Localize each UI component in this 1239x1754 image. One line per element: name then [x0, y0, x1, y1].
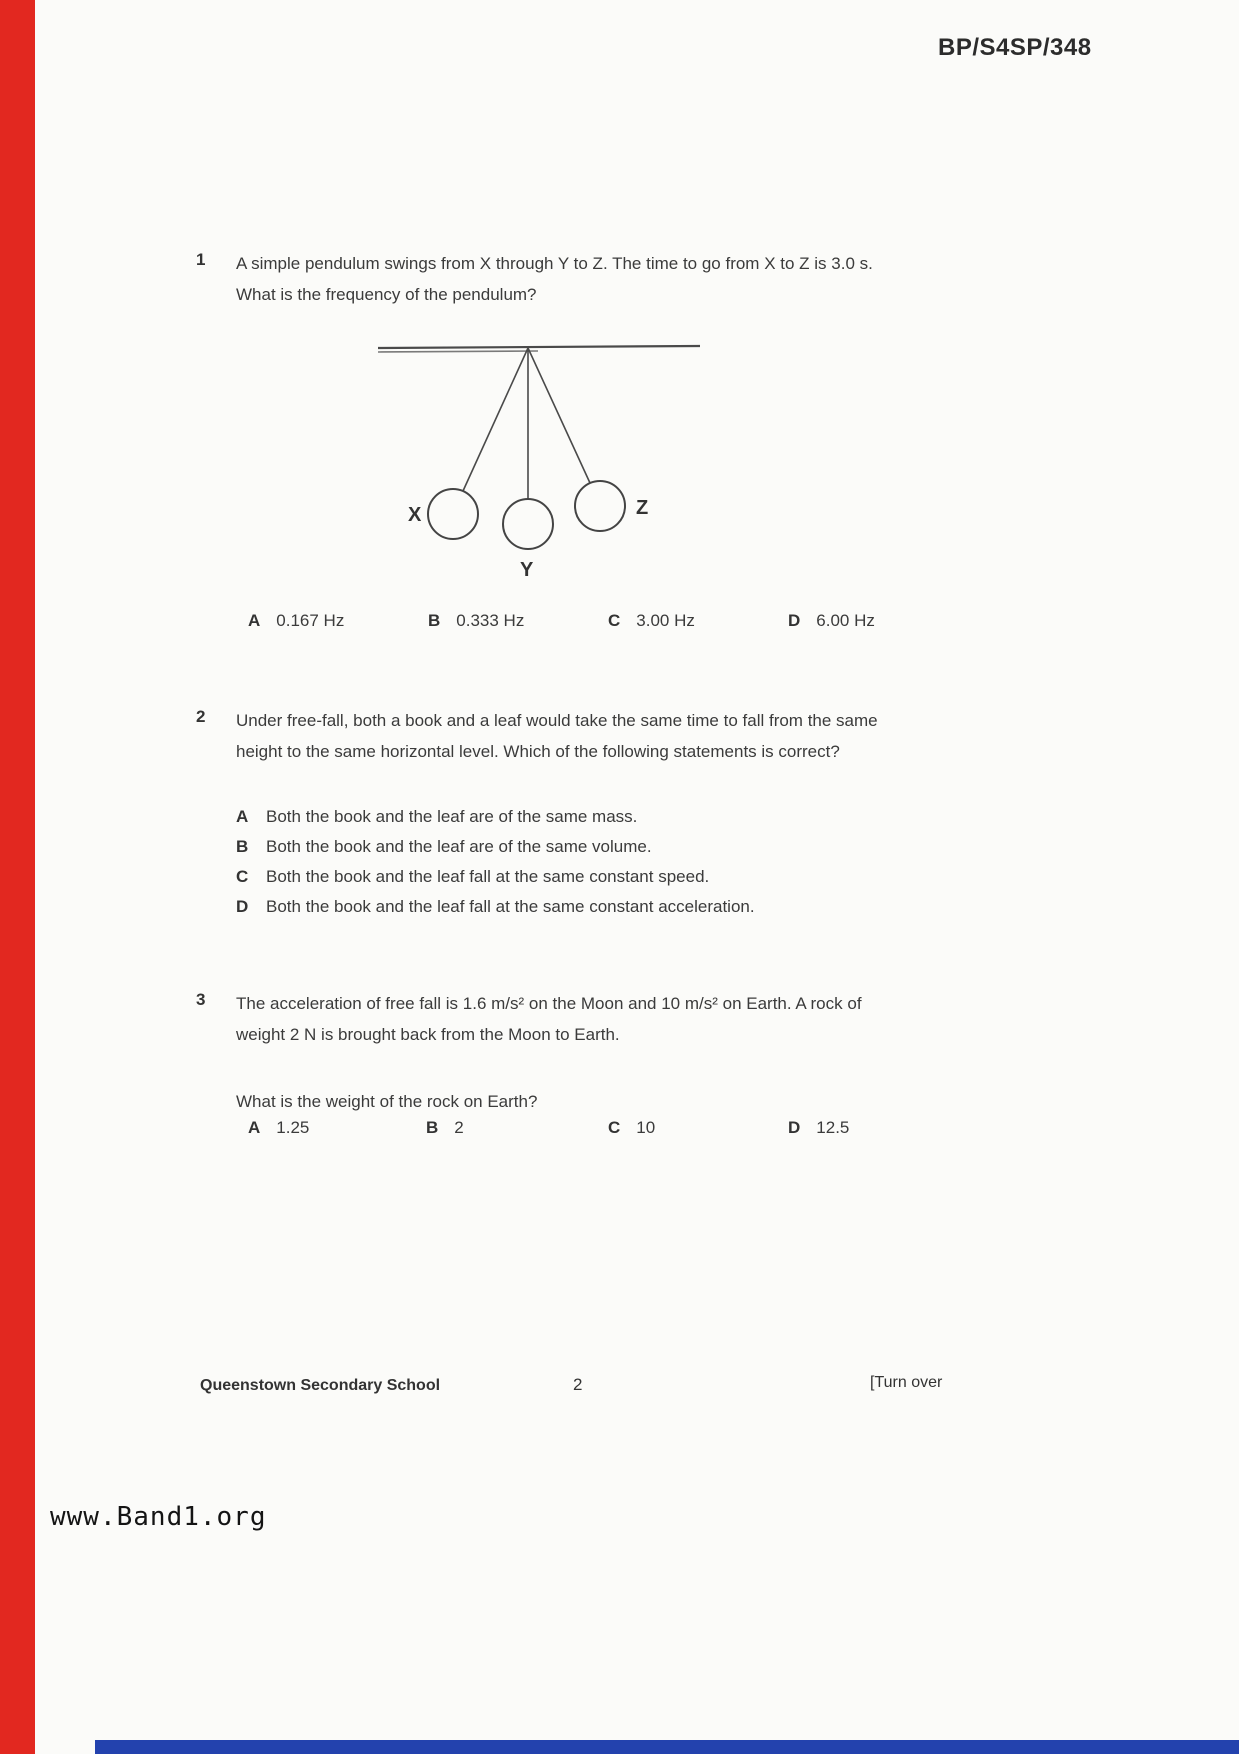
- choice-letter: B: [428, 611, 441, 630]
- pendulum-bob-x: [428, 489, 478, 539]
- q2-option-b: [236, 832, 956, 862]
- pendulum-bob-z: [575, 481, 625, 531]
- q1-choice-c: [608, 611, 695, 631]
- option-letter: D: [236, 897, 249, 916]
- question-2-options: [236, 802, 956, 922]
- choice-letter: D: [788, 1118, 801, 1137]
- q3-choice-c: [608, 1118, 655, 1138]
- q2-option-a: [236, 802, 956, 832]
- q2-option-d: [236, 892, 956, 922]
- choice-letter: B: [426, 1118, 439, 1137]
- watermark-url: www.Band1.org: [50, 1502, 267, 1532]
- option-text: Both the book and the leaf are of the same mass.: [266, 807, 638, 826]
- choice-text: 12.5: [816, 1118, 850, 1137]
- question-3-line-1: The acceleration of free fall is 1.6 m/s² on the Moon and 10 m/s² on Earth. A rock of: [236, 994, 862, 1013]
- footer-turn-over: [Turn over: [870, 1374, 943, 1391]
- footer-page-number: 2: [573, 1375, 583, 1394]
- question-1-line-1: A simple pendulum swings from X through Y to Z. The time to go from X to Z is 3.0 s.: [236, 254, 873, 273]
- choice-text: 0.333 Hz: [456, 611, 525, 630]
- option-text: Both the book and the leaf fall at the same constant acceleration.: [266, 897, 755, 916]
- q3-choice-a: [248, 1118, 309, 1138]
- choice-letter: A: [248, 1118, 261, 1137]
- pendulum-bob-y: [503, 499, 553, 549]
- exam-reference-code: BP/S4SP/348: [938, 34, 1092, 61]
- ceiling-shadow-line: [378, 351, 538, 352]
- question-3-line-2: weight 2 N is brought back from the Moon to Earth.: [236, 1025, 620, 1044]
- choice-text: 2: [454, 1118, 464, 1137]
- question-3-subquestion: What is the weight of the rock on Earth?: [236, 1092, 538, 1111]
- pendulum-label-x: X: [408, 504, 422, 526]
- question-3-number: 3: [196, 990, 206, 1009]
- option-text: Both the book and the leaf are of the same volume.: [266, 837, 652, 856]
- choice-letter: C: [608, 611, 621, 630]
- question-2-number: 2: [196, 707, 206, 726]
- question-2-line-2: height to the same horizontal level. Which of the following statements is correct?: [236, 742, 840, 761]
- pendulum-label-y: Y: [520, 559, 534, 581]
- question-1-number: 1: [196, 250, 206, 269]
- choice-letter: A: [248, 611, 261, 630]
- choice-letter: D: [788, 611, 801, 630]
- q2-option-c: [236, 862, 956, 892]
- scan-edge-red-stripe: [0, 0, 35, 1754]
- q1-choice-d: [788, 611, 875, 631]
- q1-choice-b: [428, 611, 524, 631]
- choice-text: 1.25: [276, 1118, 310, 1137]
- pendulum-string-right: [528, 348, 590, 483]
- option-letter: C: [236, 867, 249, 886]
- scan-edge-blue-bar: [95, 1740, 1239, 1754]
- option-text: Both the book and the leaf fall at the same constant speed.: [266, 867, 710, 886]
- question-3-text: [236, 988, 951, 1050]
- pendulum-diagram: [368, 334, 713, 589]
- question-2-line-1: Under free-fall, both a book and a leaf would take the same time to fall from the same: [236, 711, 878, 730]
- question-2-text: [236, 705, 951, 767]
- q3-choice-b: [426, 1118, 464, 1138]
- q1-choice-a: [248, 611, 344, 631]
- choice-text: 3.00 Hz: [636, 611, 695, 630]
- question-1-text: [236, 248, 951, 310]
- q3-choice-d: [788, 1118, 849, 1138]
- choice-text: 6.00 Hz: [816, 611, 875, 630]
- choice-text: 0.167 Hz: [276, 611, 345, 630]
- option-letter: A: [236, 807, 249, 826]
- pendulum-string-left: [463, 348, 528, 491]
- pendulum-label-z: Z: [636, 497, 649, 519]
- choice-text: 10: [636, 1118, 656, 1137]
- ceiling-line: [378, 346, 700, 348]
- choice-letter: C: [608, 1118, 621, 1137]
- footer-school-name: Queenstown Secondary School: [200, 1377, 441, 1394]
- option-letter: B: [236, 837, 249, 856]
- question-1-line-2: What is the frequency of the pendulum?: [236, 285, 537, 304]
